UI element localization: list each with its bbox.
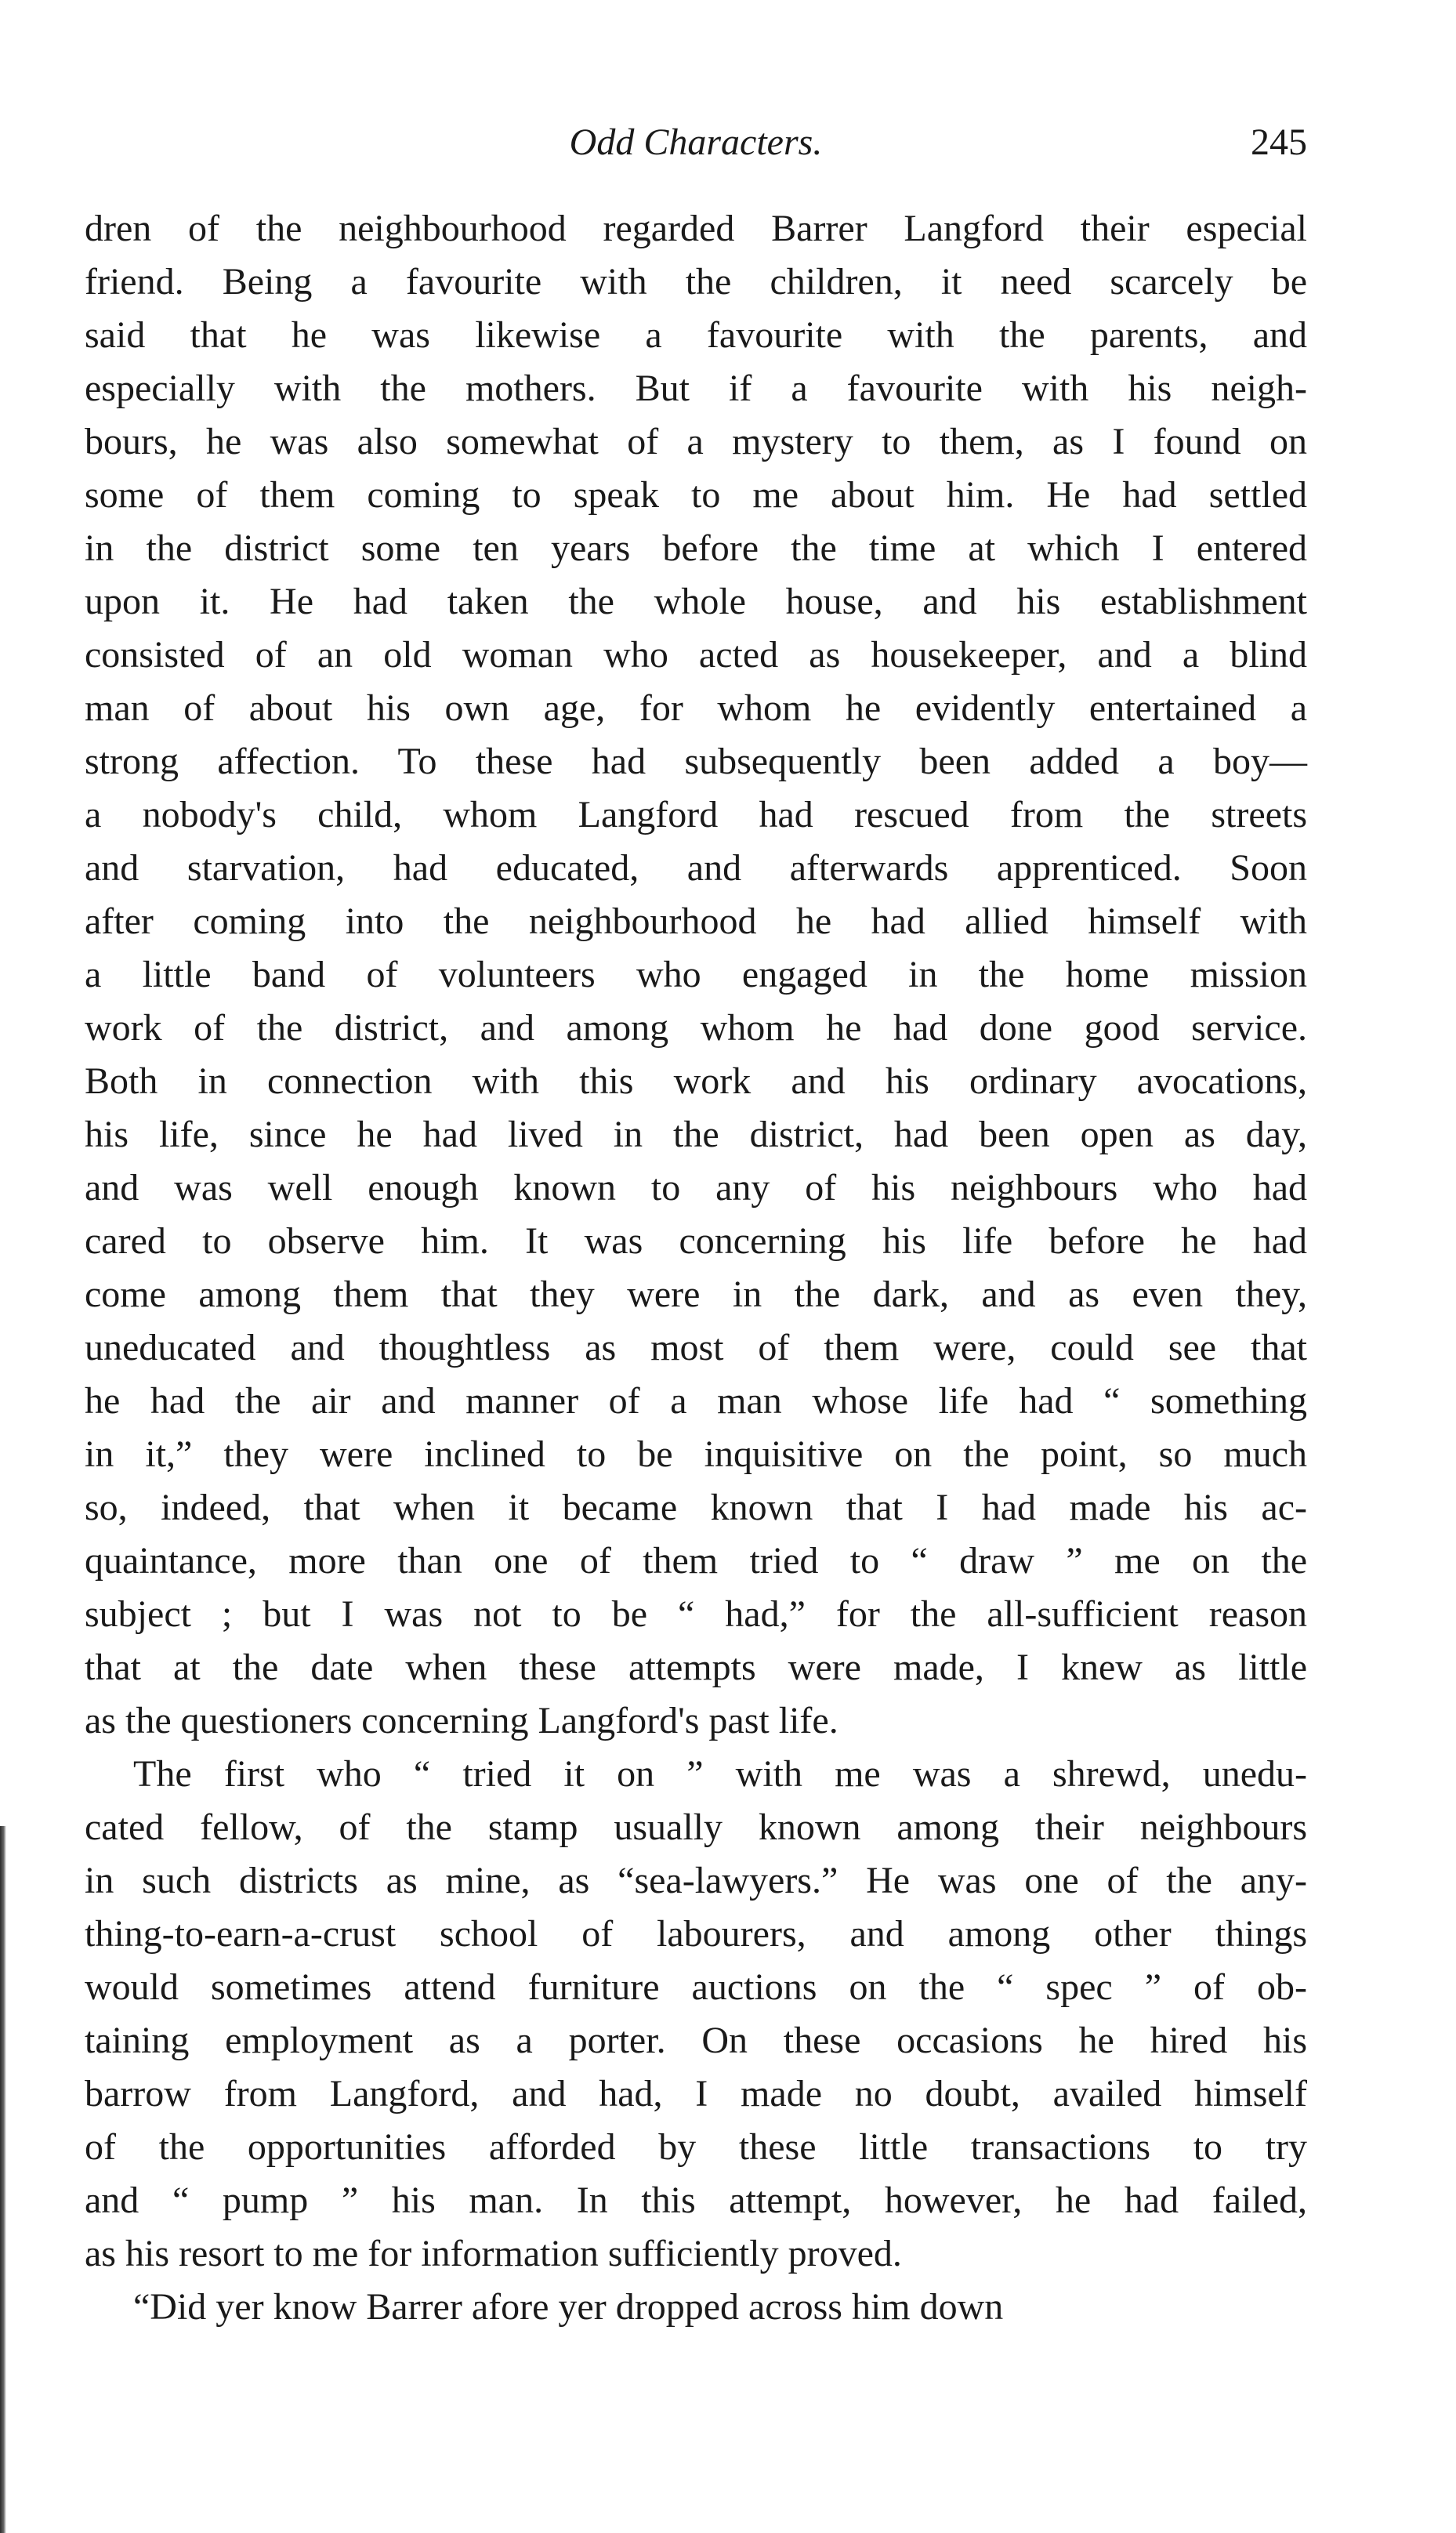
text-line: man of about his own age, for whom he evidently entertained a bbox=[85, 687, 1307, 729]
text-line: in the district some ten years before the time at which I entered bbox=[85, 527, 1307, 569]
text-line: Both in connection with this work and his ordinary avocations, bbox=[85, 1060, 1307, 1102]
text-line: as the questioners concerning Langford's past life. bbox=[85, 1700, 838, 1741]
text-line: thing-to-earn-a-crust school of labourers, and among other things bbox=[85, 1913, 1307, 1955]
text-line: cared to observe him. It was concerning his life before he had bbox=[85, 1220, 1307, 1262]
text-line: The first who “ tried it on ” with me was a shrewd, unedu- bbox=[133, 1753, 1307, 1795]
text-line: his life, since he had lived in the district, had been open as day, bbox=[85, 1114, 1307, 1155]
paragraph bbox=[85, 2281, 1307, 2334]
paragraph bbox=[85, 202, 1307, 1748]
body-text bbox=[85, 202, 1307, 2334]
text-line: he had the air and manner of a man whose life had “ something bbox=[85, 1380, 1307, 1422]
text-line: in it,” they were inclined to be inquisitive on the point, so much bbox=[85, 1433, 1307, 1475]
text-line: and starvation, had educated, and afterwards apprenticed. Soon bbox=[85, 847, 1307, 889]
text-line: consisted of an old woman who acted as housekeeper, and a blind bbox=[85, 634, 1307, 676]
text-line: “Did yer know Barrer afore yer dropped across him down bbox=[133, 2286, 1004, 2328]
running-head bbox=[85, 118, 1307, 172]
text-line: especially with the mothers. But if a favourite with his neigh- bbox=[85, 368, 1307, 409]
text-line: subject ; but I was not to be “ had,” for the all-sufficient reason bbox=[85, 1593, 1307, 1635]
text-line: bours, he was also somewhat of a mystery to them, as I found on bbox=[85, 421, 1307, 462]
paragraph bbox=[85, 1748, 1307, 2281]
text-line: would sometimes attend furniture auctions on the “ spec ” of ob- bbox=[85, 1966, 1307, 2008]
page-edge-shadow bbox=[0, 1826, 6, 2533]
page-number: 245 bbox=[1251, 121, 1307, 163]
text-line: come among them that they were in the dark, and as even they, bbox=[85, 1274, 1307, 1315]
text-line: and was well enough known to any of his neighbours who had bbox=[85, 1167, 1307, 1209]
text-line: dren of the neighbourhood regarded Barrer Langford their especial bbox=[85, 208, 1307, 249]
text-line: taining employment as a porter. On these occasions he hired his bbox=[85, 2020, 1307, 2061]
text-line: a little band of volunteers who engaged in the home mission bbox=[85, 954, 1307, 995]
text-line: some of them coming to speak to me about him. He had settled bbox=[85, 474, 1307, 516]
text-line: that at the date when these attempts were made, I knew as little bbox=[85, 1647, 1307, 1688]
text-line: as his resort to me for information sufficiently proved. bbox=[85, 2233, 902, 2274]
text-line: uneducated and thoughtless as most of them were, could see that bbox=[85, 1327, 1307, 1368]
running-title: Odd Characters. bbox=[569, 121, 823, 163]
text-line: said that he was likewise a favourite with the parents, and bbox=[85, 314, 1307, 356]
text-line: quaintance, more than one of them tried to “ draw ” me on the bbox=[85, 1540, 1307, 1582]
text-line: work of the district, and among whom he had done good service. bbox=[85, 1007, 1307, 1049]
text-line: cated fellow, of the stamp usually known among their neighbours bbox=[85, 1806, 1307, 1848]
text-line: friend. Being a favourite with the children, it need scarcely be bbox=[85, 261, 1307, 303]
text-line: and “ pump ” his man. In this attempt, however, he had failed, bbox=[85, 2180, 1307, 2221]
text-line: in such districts as mine, as “sea-lawyers.” He was one of the any- bbox=[85, 1860, 1307, 1901]
text-line: after coming into the neighbourhood he had allied himself with bbox=[85, 901, 1307, 942]
text-line: upon it. He had taken the whole house, and his establishment bbox=[85, 581, 1307, 622]
text-line: a nobody's child, whom Langford had rescued from the streets bbox=[85, 794, 1307, 835]
text-line: barrow from Langford, and had, I made no doubt, availed himself bbox=[85, 2073, 1307, 2114]
text-line: so, indeed, that when it became known that I had made his ac- bbox=[85, 1487, 1307, 1528]
text-line: strong affection. To these had subsequently been added a boy— bbox=[85, 741, 1307, 782]
text-line: of the opportunities afforded by these little transactions to try bbox=[85, 2126, 1307, 2168]
